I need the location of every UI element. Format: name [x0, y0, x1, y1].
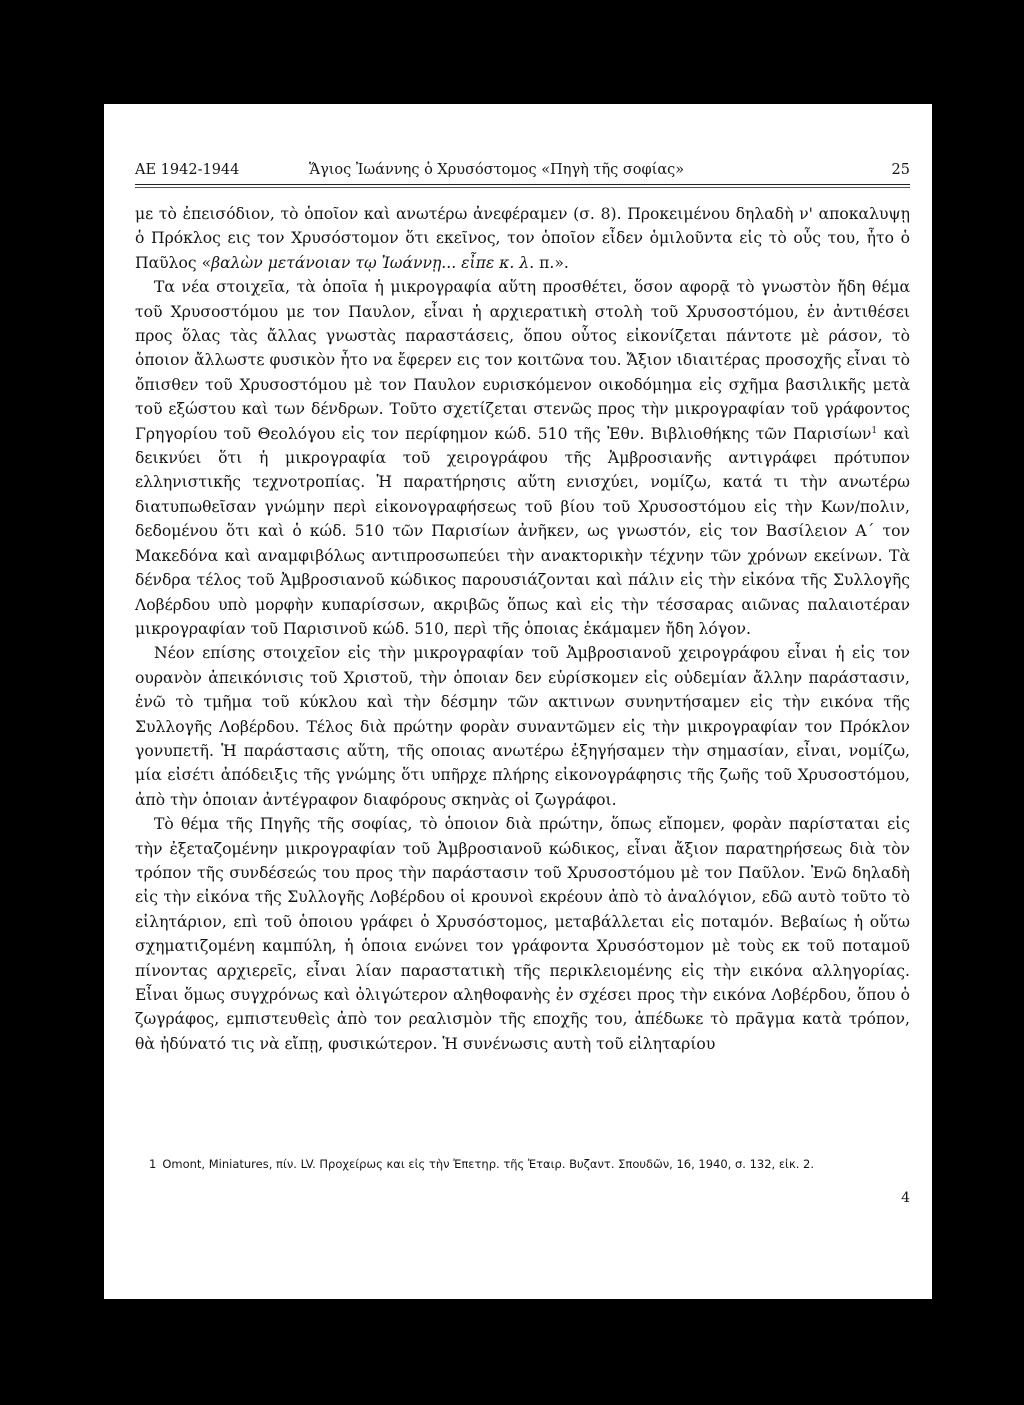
paragraph-2 — [135, 275, 910, 641]
footnote-reference: 1 — [871, 425, 878, 436]
running-head — [135, 159, 910, 181]
paragraph-1-end: π.». — [534, 253, 569, 272]
paragraph-3: Νέον επίσης στοιχεῖον εἰς τὴν μικρογραφίαν τοῦ Ἀμβροσιανοῦ χειρογράφου εἶναι ἡ εἰς τον ουρανὸν ἀπεικόνισις τοῦ Χριστοῦ, τὴν ὁποιαν δεν εὑρίσκομεν εἰς οὐδεμίαν ἄλλην παράστασιν, ἐνῶ τὸ τμῆμα τοῦ κύκλου καὶ τὴν δέσμην τῶν ακτινων συνηντήσαμεν εἰς τὴν εικόνα τῆς Συλλογῆς Λοβέρδου. Τέλος διὰ πρώτην φορὰν συναντῶμεν εἰς τὴν μικρογραφίαν τον Πρόκλον γονυπετῆ. Ἡ παράστασις αὕτη, τῆς οποιας ανωτέρω ἐξηγήσαμεν τὴν σημασίαν, εἶναι, νομίζω, μία εἰσέτι ἀπόδειξις τῆς γνώμης ὅτι υπῆρχε πλήρης εἰκονογράφησις τῆς ζωῆς τοῦ Χρυσοστόμου, ἀπὸ τὴν ὁποιαν ἀντέγραφον διαφόρους σκηνὰς οἱ ζωγράφοι. — [135, 644, 910, 809]
article-title: Ἅγιος Ἰωάννης ὁ Χρυσόστομος «Πηγὴ τῆς σοφίας» — [309, 162, 685, 178]
document-page — [104, 104, 932, 1299]
italic-quote: βαλὼν μετάνοιαν τῳ Ἰωάννῃ... εἶπε κ. λ. — [211, 253, 535, 272]
paragraph-4: Τὸ θέμα τῆς Πηγῆς τῆς σοφίας, τὸ ὁποιον διὰ πρώτην, ὅπως εἴπομεν, φορὰν παρίσταται εἰς τὴν ἐξεταζομένην μικρογραφίαν τοῦ Ἀμβροσιανοῦ κώδικος, εἶναι ἄξιον παρατηρήσεως διὰ τὸν τρόπον τῆς συνδέσεώς του προς τὴν παράστασιν τοῦ Χρυσοστόμου μὲ τον Παῦλον. Ἐνῶ δηλαδὴ εἰς τὴν εἰκόνα τῆς Συλλογῆς Λοβέρδου οἱ κρουνοὶ εκρέουν ἀπὸ τὸ ἀναλόγιον, εδῶ αυτὸ τοῦτο τὸ εἰλητάριον, επὶ τοῦ ὁποιου γράφει ὁ Χρυσόστομος, μεταβάλλεται εἰς ποταμόν. Βεβαίως ἡ οὕτω σχηματιζομένη καμπύλη, ἡ ὁποια ενώνει τον γράφοντα Χρυσόστομον μὲ τοὺς εκ τοῦ ποταμοῦ πίνοντας αρχιερεῖς, εἶναι λίαν παραστατικὴ τῆς περικλειομένης εἰς τὴν εικόνα αλληγορίας. Εἶναι ὅμως συγχρόνως καὶ ὀλιγώτερον αληθοφανὴς ἐν σχέσει προς τὴν εικόνα Λοβέρδου, ὅπου ὁ ζωγράφος, εμπιστευθεὶς ἀπὸ τον ρεαλισμὸν τῆς εποχῆς του, ἀπέδωκε τὸ πρᾶγμα κατὰ τρόπον, θὰ ἠδύνατό τις νὰ εἴπῃ, φυσικώτερον. Ἡ συνένωσις αυτὴ τοῦ εἰληταρίου — [135, 815, 910, 1053]
paragraph-2-continued: καὶ δεικνύει ὅτι ἡ μικρογραφία τοῦ χειρογράφου τῆς Ἀμβροσιανῆς αντιγράφει πρότυπον ελληνιστικῆς τεχνοτροπίας. Ἡ παρατήρησις αὕτη ενισχύει, νομίζω, κατά τι τὴν ανωτέρω διατυπωθεῖσαν γνώμην περὶ εἰκονογραφήσεως τοῦ βίου τοῦ Χρυσοστόμου εἰς τὴν Κων/πολιν, δεδομένου ὅτι καὶ ὁ κώδ. 510 τῶν Παρισίων ἀνῆκεν, ως γνωστόν, εἰς τον Βασίλειον Α΄ τον Μακεδόνα καὶ αναμφιβόλως αντιπροσωπεύει τὴν ανακτορικὴν τέχνην τῶν χρόνων εκείνων. Τὰ δένδρα τέλος τοῦ Ἀμβροσιανοῦ κώδικος παρουσιάζονται καὶ πάλιν εἰς τὴν εἰκόνα τῆς Συλλογῆς Λοβέρδου υπὸ μορφὴν κυπαρίσσων, ακριβῶς ὅπως καὶ εἰς τὴν τέσσαρας αιῶνας παλαιοτέραν μικρογραφίαν τοῦ Παρισινοῦ κώδ. 510, περὶ τῆς ὁποιας ἐκάμαμεν ἤδη λόγον. — [135, 424, 910, 638]
footnote — [135, 1156, 910, 1172]
footnote-text: Omont, Miniatures, πίν. LV. Προχείρως και εἰς τὴν Ἐπετηρ. τῆς Ἑταιρ. Βυζαντ. Σπουδῶν, 16, 1940, σ. 132, εἰκ. 2. — [162, 1157, 814, 1171]
paragraph-1-text: με τὸ ἐπεισόδιον, τὸ ὁποῖον καὶ ανωτέρω ἀνεφέραμεν (σ. 8). Προκειμένου δηλαδὴ ν' αποκαλυψῃ ὁ Πρόκλος εις τον Χρυσόστομον ὅτι εκεῖνος, τον ὁποῖον εἶδεν ὁμιλοῦντα εἰς τὸ οὖς του, ἦτο ὁ Παῦλος « — [135, 205, 910, 272]
body-text — [135, 202, 910, 1056]
header-rule — [135, 184, 910, 185]
signature-mark: 4 — [901, 1190, 910, 1206]
paragraph-1 — [135, 202, 910, 275]
footnote-mark: 1 — [149, 1157, 157, 1171]
page-number: 25 — [891, 162, 910, 178]
header-rule-thin — [135, 187, 910, 188]
paragraph-2-text: Τα νέα στοιχεῖα, τὰ ὁποῖα ἡ μικρογραφία αὕτη προσθέτει, ὅσον αφορᾷ τὸ γνωστὸν ἤδη θέμα τοῦ Χρυσοστόμου με τον Παυλον, εἶναι ἡ αρχιερατικὴ στολὴ τοῦ Χρυσοστόμου, ἐν ἀντιθέσει προς ὅλας τὰς ἄλλας γνωστὰς παραστάσεις, ὅπου οὗτος εἰκονίζεται πάντοτε μὲ ράσον, τὸ ὁποιον ἄλλωστε φυσικὸν ἦτο να ἔφερεν εις τον κοιτῶνα του. Ἄξιον ιδιαιτέρας προσοχῆς εἶναι τὸ ὄπισθεν τοῦ Χρυσοστόμου μὲ τον Παυλον ευρισκόμενον οικοδόμημα εἰς σχῆμα βασιλικῆς μετὰ τοῦ εξώστου καὶ των δένδρων. Τοῦτο σχετίζεται στενῶς προς τὴν μικρογραφίαν τοῦ γράφοντος Γρηγορίου τοῦ Θεολόγου εἰς τον περίφημον κώδ. 510 τῆς Ἐθν. Βιβλιοθήκης τῶν Παρισίων — [135, 278, 910, 443]
journal-abbreviation: ΑΕ 1942-1944 — [135, 162, 240, 178]
